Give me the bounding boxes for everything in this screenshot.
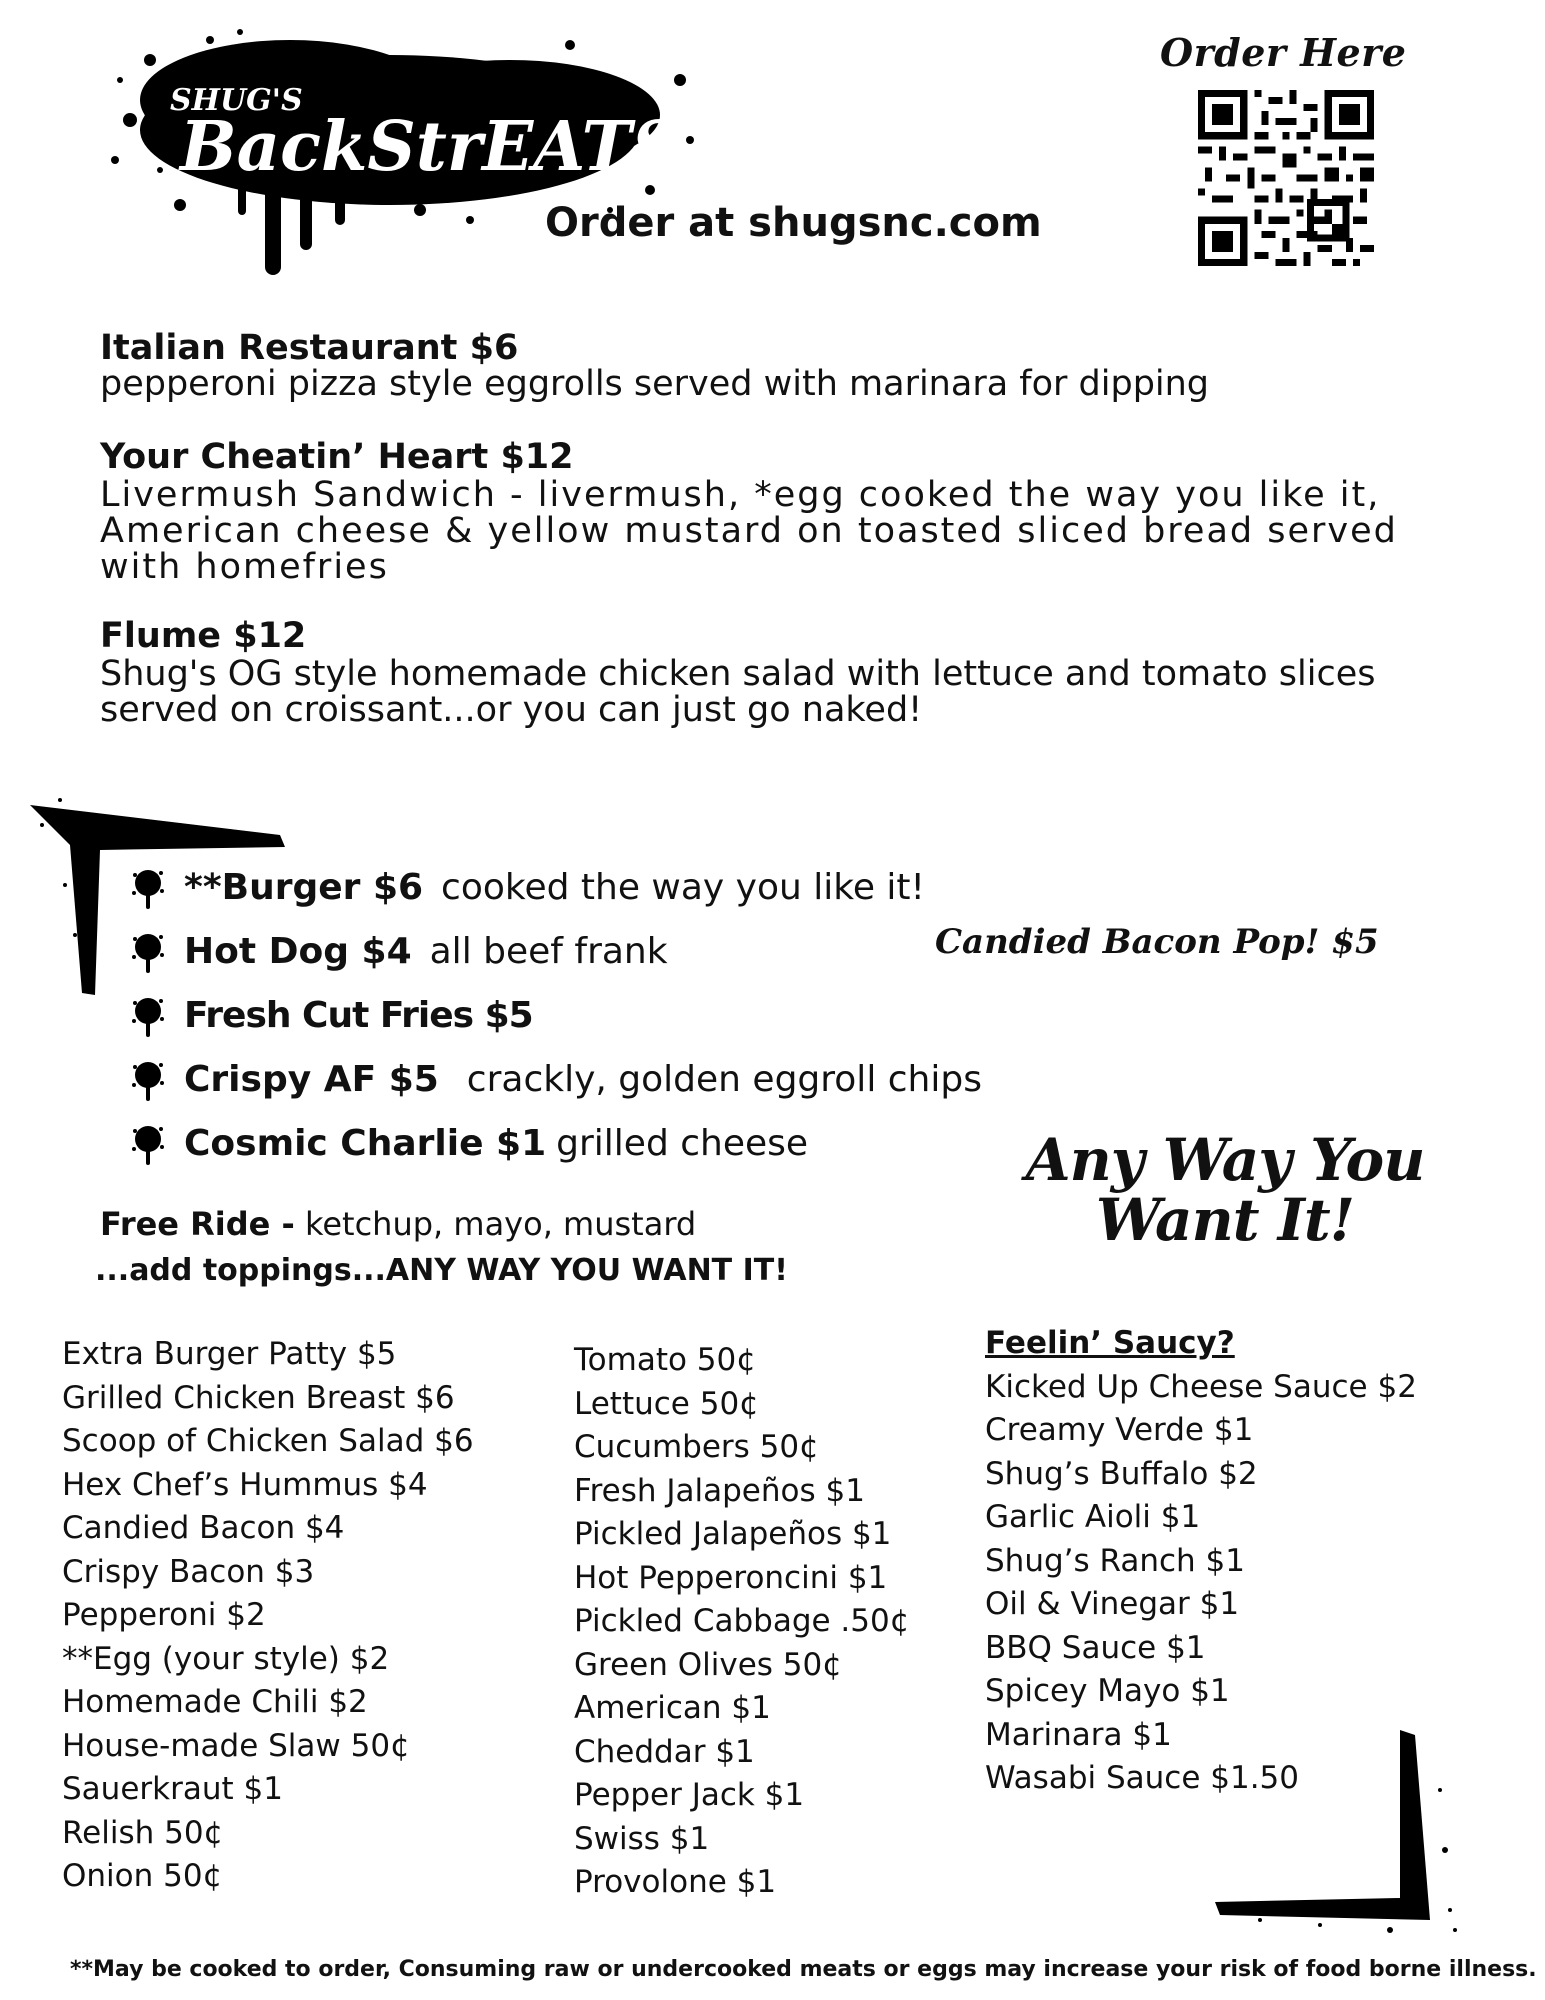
- menu-item-desc: all beef frank: [429, 930, 668, 972]
- add-toppings-heading: ...add toppings...ANY WAY YOU WANT IT!: [95, 1253, 788, 1288]
- list-item: Fresh Jalapeños $1: [574, 1472, 865, 1509]
- item-desc-line: Shug's OG style homemade chicken salad with lettuce and tomato slices: [100, 654, 1376, 694]
- item-title: Flume $12: [100, 616, 307, 656]
- backstreats-logo: [90, 20, 710, 290]
- list-item: Shug’s Buffalo $2: [985, 1455, 1258, 1492]
- list-item: Crispy Bacon $3: [62, 1553, 315, 1590]
- list-item: Wasabi Sauce $1.50: [985, 1760, 1299, 1796]
- list-item: American $1: [574, 1690, 771, 1726]
- list-item: Shug’s Ranch $1: [985, 1542, 1246, 1579]
- list-item: **Egg (your style) $2: [62, 1640, 390, 1677]
- list-item: BBQ Sauce $1: [985, 1629, 1206, 1666]
- list-item: Garlic Aioli $1: [985, 1499, 1201, 1535]
- list-item: Pickled Jalapeños $1: [574, 1516, 892, 1552]
- list-item: Oil & Vinegar $1: [985, 1586, 1240, 1622]
- list-item: Scoop of Chicken Salad $6: [62, 1423, 474, 1459]
- menu-item-name: Hot Dog $4: [184, 930, 412, 972]
- featured-item-cheatin-heart: [100, 437, 1398, 585]
- menu-item-name: Fresh Cut Fries $5: [184, 994, 533, 1036]
- list-item: Green Olives 50¢: [574, 1646, 842, 1683]
- order-here-label: Order Here: [1160, 30, 1407, 75]
- list-item: House-made Slaw 50¢: [62, 1727, 410, 1764]
- list-item: Hot Pepperoncini $1: [574, 1559, 888, 1596]
- list-item: Sauerkraut $1: [62, 1771, 283, 1807]
- menu-item-burger: [130, 862, 925, 912]
- splat-bullet-icon: [130, 927, 166, 975]
- item-title: Your Cheatin’ Heart $12: [100, 437, 574, 477]
- menu-item-fries: [130, 990, 533, 1040]
- any-way-slogan: [990, 1126, 1460, 1254]
- sauces-column: [985, 1322, 1417, 1801]
- splat-bullet-icon: [130, 1119, 166, 1167]
- list-item: Extra Burger Patty $5: [62, 1336, 397, 1372]
- menu-item-desc: cooked the way you like it!: [441, 866, 925, 908]
- list-item: Cheddar $1: [574, 1733, 755, 1770]
- list-item: Pepper Jack $1: [574, 1777, 805, 1813]
- list-item: Tomato 50¢: [574, 1342, 756, 1378]
- list-item: Pickled Cabbage .50¢: [574, 1603, 910, 1639]
- slogan-line: Want It!: [1095, 1186, 1355, 1254]
- list-item: Marinara $1: [985, 1716, 1172, 1753]
- list-item: Swiss $1: [574, 1820, 710, 1857]
- free-ride-line: [100, 1205, 696, 1243]
- menu-item-name: Crispy AF $5: [184, 1058, 439, 1100]
- splat-bullet-icon: [130, 1055, 166, 1103]
- menu-item-crispy-af: [130, 1054, 982, 1104]
- list-item: Spicey Mayo $1: [985, 1673, 1230, 1709]
- list-item: Lettuce 50¢: [574, 1385, 759, 1422]
- splat-bullet-icon: [130, 863, 166, 911]
- list-item: Creamy Verde $1: [985, 1412, 1254, 1448]
- free-ride-desc: ketchup, mayo, mustard: [304, 1205, 697, 1243]
- logo-main-text: BackStrEATS: [178, 107, 680, 187]
- food-safety-footnote: **May be cooked to order, Consuming raw or undercooked meats or eggs may increase your risk of food borne illness.: [70, 1957, 1537, 1982]
- sauces-heading: Feelin’ Saucy?: [985, 1325, 1235, 1361]
- qr-code[interactable]: [1198, 90, 1374, 266]
- menu-item-desc: crackly, golden eggroll chips: [466, 1058, 982, 1100]
- item-desc-line: with homefries: [100, 547, 389, 587]
- list-item: Relish 50¢: [62, 1814, 224, 1851]
- candied-bacon-pop: Candied Bacon Pop! $5: [935, 922, 1379, 962]
- list-item: Provolone $1: [574, 1864, 777, 1900]
- item-desc-line: pepperoni pizza style eggrolls served with marinara for dipping: [100, 364, 1210, 404]
- splat-bullet-icon: [130, 991, 166, 1039]
- slogan-line: Any Way You: [1025, 1126, 1425, 1194]
- list-item: Cucumbers 50¢: [574, 1429, 819, 1465]
- list-item: Candied Bacon $4: [62, 1510, 345, 1546]
- featured-item-flume: [100, 616, 1376, 728]
- item-desc-line: Livermush Sandwich - livermush, *egg cooked the way you like it,: [100, 475, 1381, 515]
- item-desc-line: served on croissant...or you can just go naked!: [100, 690, 923, 730]
- menu-item-name: Cosmic Charlie $1: [184, 1122, 547, 1164]
- menu-item-desc: grilled cheese: [556, 1122, 809, 1164]
- list-item: Kicked Up Cheese Sauce $2: [985, 1368, 1417, 1405]
- menu-item-hot-dog: [130, 926, 668, 976]
- logo-small-text: SHUG'S: [170, 83, 303, 118]
- toppings-column-1: [62, 1333, 474, 1899]
- list-item: Onion 50¢: [62, 1858, 223, 1894]
- free-ride-label: Free Ride -: [100, 1205, 295, 1243]
- item-title: Italian Restaurant $6: [100, 328, 519, 368]
- list-item: Pepperoni $2: [62, 1597, 266, 1633]
- menu-item-name: **Burger $6: [184, 866, 424, 908]
- featured-item-italian: [100, 328, 1209, 402]
- list-item: Hex Chef’s Hummus $4: [62, 1466, 428, 1503]
- menu-item-cosmic-charlie: [130, 1118, 808, 1168]
- order-website-text: Order at shugsnc.com: [545, 200, 1042, 246]
- toppings-column-2: [574, 1339, 909, 1905]
- list-item: Homemade Chili $2: [62, 1684, 368, 1720]
- item-desc-line: American cheese & yellow mustard on toasted sliced bread served: [100, 511, 1398, 551]
- list-item: Grilled Chicken Breast $6: [62, 1379, 455, 1416]
